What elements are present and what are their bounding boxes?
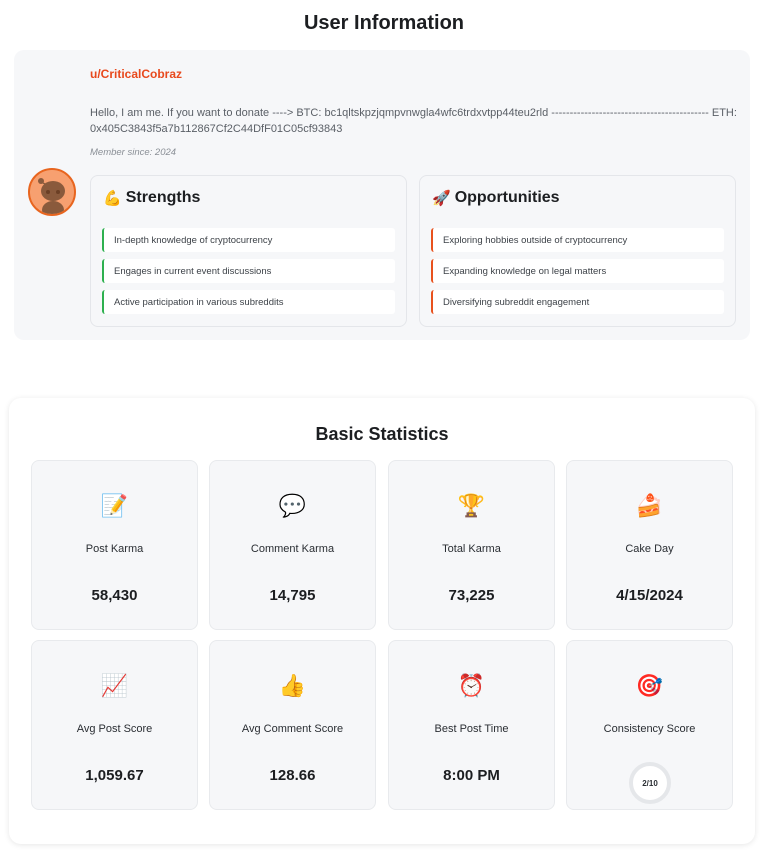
strengths-list — [102, 228, 395, 321]
flexed-biceps-icon: 💪 — [103, 190, 122, 207]
list-item: Active participation in various subreddits — [102, 290, 395, 314]
speech-bubble-icon: 💬 — [278, 493, 307, 518]
basic-statistics-card — [9, 398, 755, 844]
stat-label: Cake Day — [625, 543, 674, 555]
stat-value: 58,430 — [91, 587, 138, 604]
stat-label: Comment Karma — [250, 543, 335, 555]
stat-label: Avg Post Score — [76, 723, 153, 735]
stat-best-post-time — [388, 640, 555, 810]
stat-value: 14,795 — [269, 587, 316, 604]
avatar[interactable] — [28, 168, 76, 216]
chart-up-icon: 📈 — [100, 673, 129, 698]
list-item: Engages in current event discussions — [102, 259, 395, 283]
stat-label: Avg Comment Score — [241, 723, 344, 735]
stat-value: 8:00 PM — [443, 767, 500, 784]
stat-comment-karma — [209, 460, 376, 630]
stat-total-karma — [388, 460, 555, 630]
stat-avg-post-score — [31, 640, 198, 810]
opportunities-list — [431, 228, 724, 321]
stat-consistency-score — [566, 640, 733, 810]
memo-icon: 📝 — [100, 493, 129, 518]
stat-post-karma — [31, 460, 198, 630]
thumbs-up-icon: 👍 — [278, 673, 307, 698]
stat-value: 4/15/2024 — [616, 587, 683, 604]
cake-icon: 🍰 — [635, 493, 664, 518]
stat-label: Post Karma — [85, 543, 144, 555]
username-link[interactable]: u/CriticalCobraz — [90, 67, 183, 81]
stat-value: 73,225 — [448, 587, 495, 604]
avatar-icon — [30, 170, 74, 214]
list-item: In-depth knowledge of cryptocurrency — [102, 228, 395, 252]
list-item: Exploring hobbies outside of cryptocurrency — [431, 228, 724, 252]
trophy-icon: 🏆 — [457, 493, 486, 518]
user-info-card — [14, 50, 750, 340]
stat-label: Consistency Score — [603, 723, 696, 735]
list-item: Expanding knowledge on legal matters — [431, 259, 724, 283]
stat-label: Total Karma — [442, 543, 501, 555]
stat-value: 128.66 — [269, 767, 316, 784]
stat-value: 2/10 — [642, 778, 658, 788]
stat-cake-day — [566, 460, 733, 630]
user-info-title: User Information — [303, 12, 465, 34]
rocket-icon: 🚀 — [432, 190, 451, 207]
opportunities-panel — [419, 175, 736, 327]
target-icon: 🎯 — [635, 673, 664, 698]
strengths-title: Strengths — [125, 189, 201, 206]
stats-title: Basic Statistics — [315, 424, 449, 444]
alarm-clock-icon: ⏰ — [457, 673, 486, 698]
stat-label: Best Post Time — [434, 723, 509, 735]
stat-value: 1,059.67 — [85, 767, 144, 784]
stat-avg-comment-score — [209, 640, 376, 810]
list-item: Diversifying subreddit engagement — [431, 290, 724, 314]
opportunities-heading — [432, 189, 560, 207]
opportunities-title: Opportunities — [454, 189, 560, 206]
consistency-score-ring — [629, 762, 671, 804]
strengths-heading — [103, 189, 200, 207]
member-since: Member since: 2024 — [90, 147, 177, 158]
strengths-panel — [90, 175, 407, 327]
user-bio: Hello, I am me. If you want to donate ----> BTC: bc1qltskpzjqmpvnwgla4wfc6trdxvtpp44teu2rld ------------------------------------------- ETH: 0x405C3843f5a7b112867Cf2C44DfF01C05cf93843 — [90, 107, 737, 135]
